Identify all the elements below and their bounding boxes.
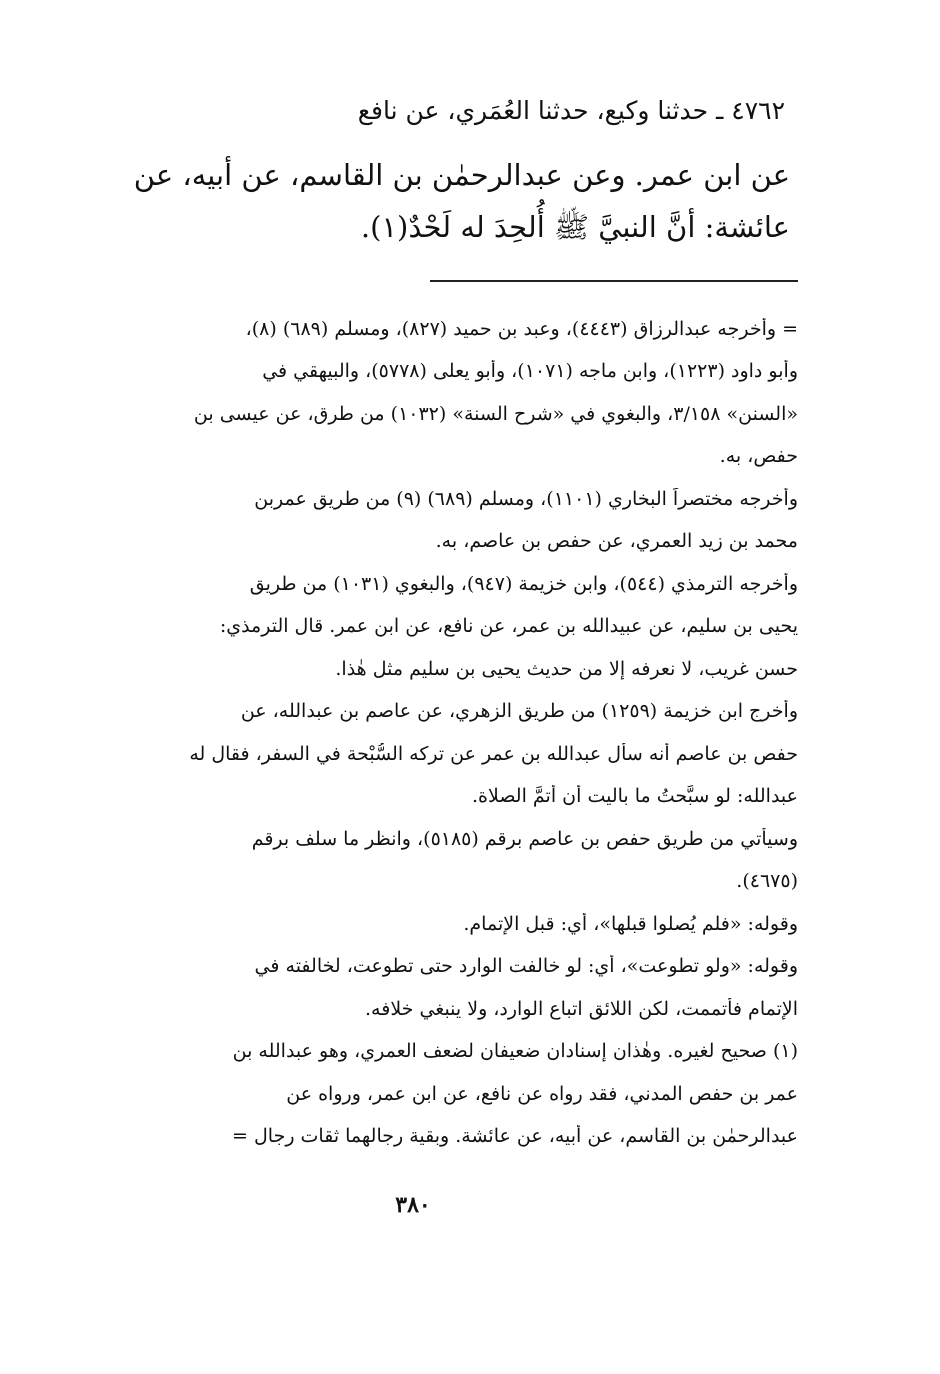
footnote-line: عمر بن حفص المدني، فقد رواه عن نافع، عن ابن عمر، ورواه عن	[286, 1083, 798, 1105]
footnote-line: الإتمام فأتممت، لكن اللائق اتباع الوارد، ولا ينبغي خلافه.	[365, 998, 798, 1020]
hadith-header-line: ٤٧٦٢ ـ حدثنا وكيع، حدثنا العُمَري، عن نافع	[357, 96, 785, 125]
footnote-line: وأبو داود (١٢٢٣)، وابن ماجه (١٠٧١)، وأبو يعلى (٥٧٧٨)، والبيهقي في	[262, 360, 798, 382]
footnote-line: وسيأتي من طريق حفص بن عاصم برقم (٥١٨٥)، وانظر ما سلف برقم	[251, 828, 798, 850]
hadith-text-line: عائشة: أنَّ النبيَّ ﷺ أُلحِدَ له لَحْدٌ(١).	[360, 210, 790, 244]
footnote-line: حسن غريب، لا نعرفه إلا من حديث يحيى بن سليم مثل هٰذا.	[335, 658, 798, 680]
footnote-line: (٤٦٧٥).	[736, 870, 798, 892]
footnote-line: وقوله: «فلم يُصلوا قبلها»، أي: قبل الإتمام.	[463, 913, 798, 935]
footnote-line: عبدالرحمٰن بن القاسم، عن أبيه، عن عائشة. وبقية رجالهما ثقات رجال =	[232, 1125, 798, 1147]
footnote-line: وأخرجه مختصراً البخاري (١١٠١)، ومسلم (٦٨٩) (٩) من طريق عمربن	[254, 488, 798, 510]
footnote-line: محمد بن زيد العمري، عن حفص بن عاصم، به.	[435, 530, 798, 552]
footnote-line: وقوله: «ولو تطوعت»، أي: لو خالفت الوارد حتى تطوعت، لخالفته في	[254, 955, 798, 977]
hadith-text-line: عن ابن عمر. وعن عبدالرحمٰن بن القاسم، عن أبيه، عن	[133, 158, 790, 192]
footnote-line: «السنن» ٣/١٥٨، والبغوي في «شرح السنة» (١٠٣٢) من طرق، عن عيسى بن	[193, 403, 798, 425]
footnote-line: وأخرجه الترمذي (٥٤٤)، وابن خزيمة (٩٤٧)، والبغوي (١٠٣١) من طريق	[249, 573, 798, 595]
footnote-line: = وأخرجه عبدالرزاق (٤٤٤٣)، وعبد بن حميد (٨٢٧)، ومسلم (٦٨٩) (٨)،	[245, 318, 798, 340]
footnote-line: حفص بن عاصم أنه سأل عبدالله بن عمر عن تركه السُّبْحة في السفر، فقال له	[189, 743, 798, 765]
footnote-line: (١) صحيح لغيره. وهٰذان إسنادان ضعيفان لضعف العمري، وهو عبدالله بن	[232, 1040, 798, 1062]
page-number: ٣٨٠	[395, 1192, 431, 1218]
footnote-separator	[430, 280, 798, 282]
footnote-line: حفص، به.	[719, 445, 798, 467]
footnote-line: يحيى بن سليم، عن عبيدالله بن عمر، عن نافع، عن ابن عمر. قال الترمذي:	[219, 615, 798, 637]
footnote-line: عبدالله: لو سبَّحتُ ما باليت أن أُتمَّ الصلاة.	[472, 785, 798, 807]
footnote-line: وأخرج ابن خزيمة (١٢٥٩) من طريق الزهري، عن عاصم بن عبدالله، عن	[240, 700, 798, 722]
